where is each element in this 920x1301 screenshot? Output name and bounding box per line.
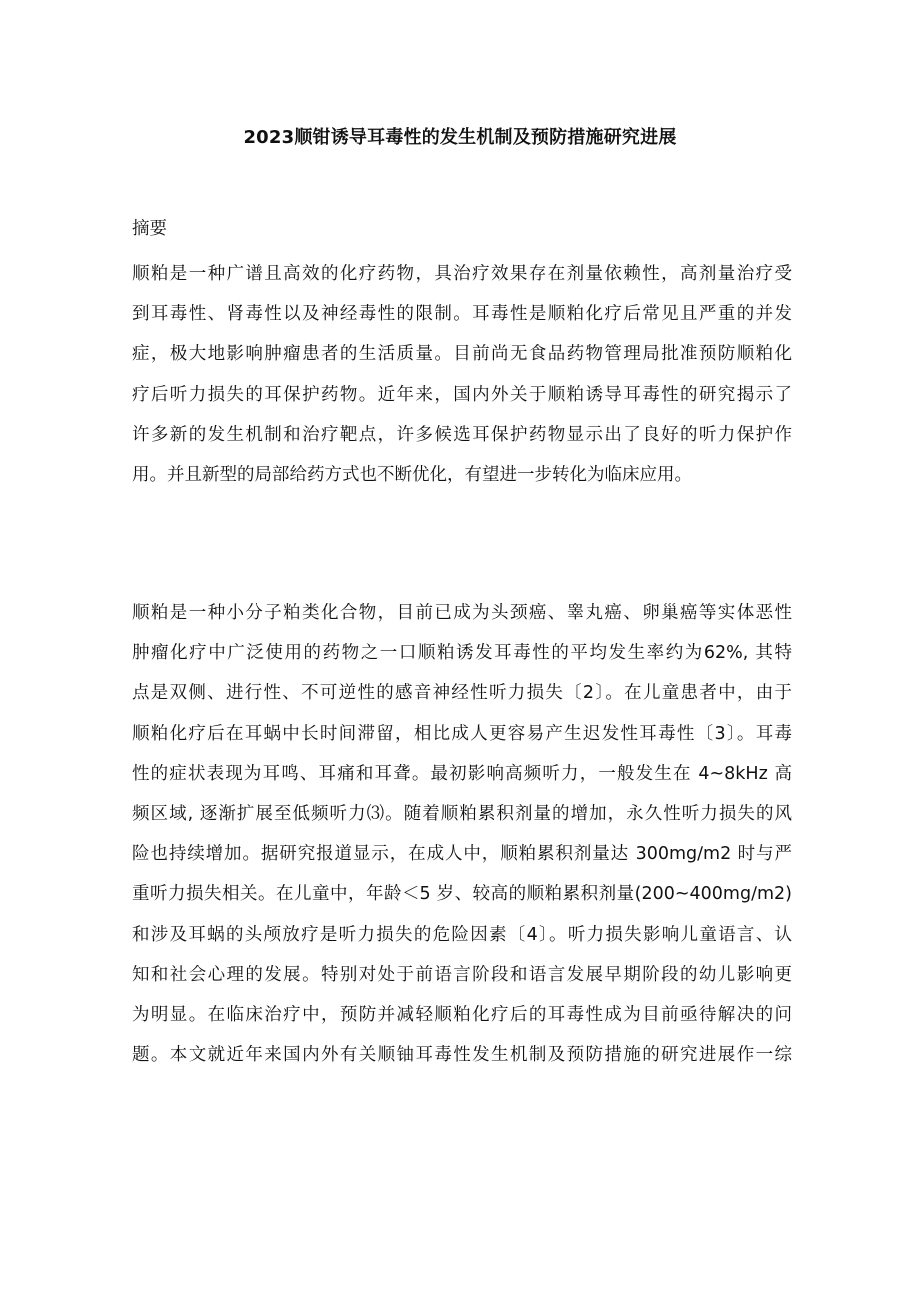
body-line: 和涉及耳蜗的头颅放疗是听力损失的危险因素〔4〕。听力损失影响儿童语言、认 bbox=[132, 924, 792, 945]
body-line: 顺粕是一种小分子粕类化合物，目前已成为头颈癌、睾丸癌、卵巢癌等实体恶性 bbox=[132, 603, 792, 623]
body-line: 重听力损失相关。在儿童中，年龄＜5 岁、较高的顺粕累积剂量(200~400mg∕m2) bbox=[132, 884, 792, 905]
abstract-line: 用。并且新型的局部给药方式也不断优化，有望进一步转化为临床应用。 bbox=[132, 465, 692, 486]
abstract-line: 许多新的发生机制和治疗靶点，许多候选耳保护药物显示出了良好的听力保护作 bbox=[132, 424, 792, 445]
abstract-paragraph bbox=[132, 254, 792, 495]
abstract-line: 疗后听力损失的耳保护药物。近年来，国内外关于顺粕诱导耳毒性的研究揭示了 bbox=[132, 384, 792, 405]
abstract-line: 症，极大地影响肿瘤患者的生活质量。目前尚无食品药物管理局批准预防顺粕化 bbox=[132, 344, 792, 365]
body-line: 性的症状表现为耳鸣、耳痛和耳聋。最初影响高频听力，一般发生在 4~8kHz 高 bbox=[132, 763, 792, 784]
body-line: 点是双侧、进行性、不可逆性的感音神经性听力损失〔2〕。在儿童患者中，由于 bbox=[132, 683, 792, 704]
body-line: 频区域, 逐渐扩展至低频听力⑶。随着顺粕累积剂量的增加，永久性听力损失的风 bbox=[132, 804, 792, 825]
body-line: 题。本文就近年来国内外有关顺铀耳毒性发生机制及预防措施的研究进展作一综 bbox=[132, 1045, 792, 1066]
body-line: 为明显。在临床治疗中，预防并减轻顺粕化疗后的耳毒性成为目前亟待解决的问 bbox=[132, 1005, 792, 1026]
abstract-line: 顺粕是一种广谱且高效的化疗药物，具治疗效果存在剂量依赖性，高剂量治疗受 bbox=[132, 264, 792, 284]
abstract-line: 到耳毒性、肾毒性以及神经毒性的限制。耳毒性是顺粕化疗后常见且严重的并发 bbox=[132, 304, 792, 325]
body-line: 险也持续增加。据研究报道显示，在成人中，顺粕累积剂量达 300mg∕m2 时与严 bbox=[132, 844, 792, 865]
abstract-heading: 摘要 bbox=[132, 219, 167, 239]
body-line: 知和社会心理的发展。特别对处于前语言阶段和语言发展早期阶段的幼儿影响更 bbox=[132, 964, 792, 985]
body-line: 顺粕化疗后在耳蜗中长时间滞留，相比成人更容易产生迟发性耳毒性〔3〕。耳毒 bbox=[132, 723, 792, 744]
document-title: 2023顺钳诱导耳毒性的发生机制及预防措施研究进展 bbox=[243, 127, 677, 148]
body-line: 肿瘤化疗中广泛使用的药物之一口顺粕诱发耳毒性的平均发生率约为62%, 其特 bbox=[132, 643, 792, 664]
body-paragraph bbox=[132, 593, 792, 1075]
